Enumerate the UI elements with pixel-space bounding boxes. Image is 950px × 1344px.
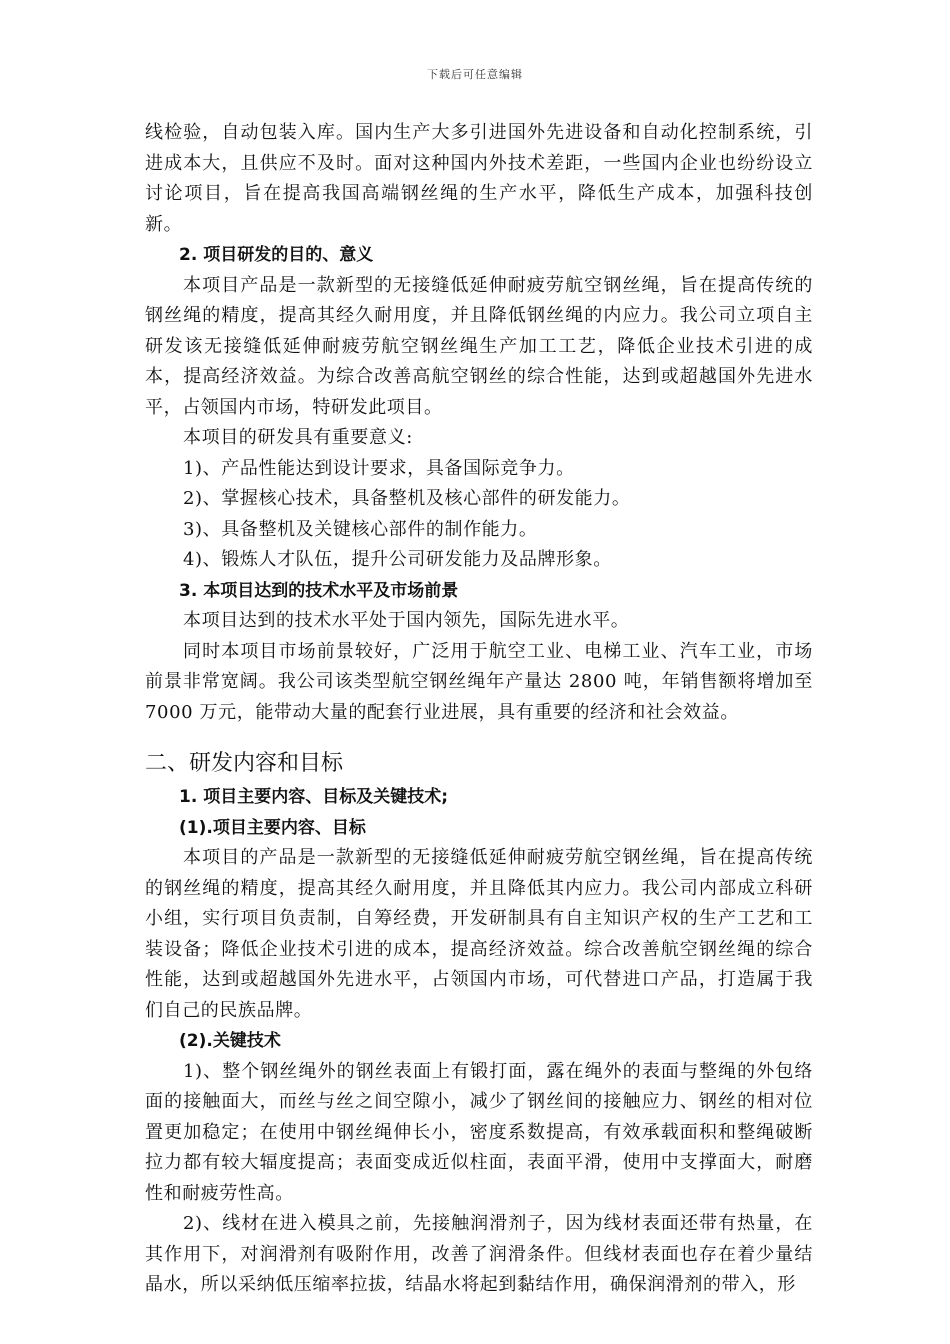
- tech-level-paragraph: 本项目达到的技术水平处于国内领先，国际先进水平。: [183, 610, 630, 631]
- list-item: 4)、锻炼人才队伍，提升公司研发能力及品牌形象。: [183, 549, 612, 570]
- key-tech-paragraph-2: 2)、线材在进入模具之前，先接触润滑剂子，因为线材表面还带有热量，在其作用下，对润滑剂有吸附作用，改善了润滑条件。但线材表面也存在着少量结晶水，所以采纳低压缩率拉拔，结晶水将起到黏结作用，确保润滑剂的带入，形: [145, 1213, 813, 1295]
- key-tech-paragraph-1: 1)、整个钢丝绳外的钢丝表面上有锻打面，露在绳外的表面与整绳的外包络面的接触面大，而丝与丝之间空隙小，减少了钢丝间的接触应力、钢丝的相对位置更加稳定；在使用中钢丝绳伸长小，密度系数提高，有效承载面积和整绳破断拉力都有较大辐度提高；表面变成近似柱面，表面平滑，使用中支撑面大，耐磨性和耐疲劳性高。: [145, 1060, 813, 1204]
- content-paragraph: 本项目的产品是一款新型的无接缝低延伸耐疲劳航空钢丝绳，旨在提高传统的钢丝绳的精度，提高其经久耐用度，并且降低其内应力。我公司内部成立科研小组，实行项目负责制，自筹经费，开发研制具有自主知识产权的生产工艺和工装设备；降低企业技术引进的成本，提高经济效益。综合改善航空钢丝绳的综合性能，达到或超越国外先进水平，占领国内市场，可代替进口产品，打造属于我们自己的民族品牌。: [145, 847, 813, 1021]
- document-body: [145, 118, 813, 1317]
- list-item: 2)、掌握核心技术，具备整机及核心部件的研发能力。: [183, 488, 631, 509]
- list-item: 1)、产品性能达到设计要求，具备国际竞争力。: [183, 457, 575, 479]
- heading-main-content: 1. 项目主要内容、目标及关键技术;: [179, 787, 449, 807]
- chapter-title: 二、研发内容和目标: [145, 751, 344, 776]
- list-item: 3)、具备整机及关键核心部件的制作能力。: [183, 518, 538, 540]
- market-paragraph: 同时本项目市场前景较好，广泛用于航空工业、电梯工业、汽车工业，市场前景非常宽阔。我公司该类型航空钢丝绳年产量达 2800 吨，年销售额将增加至 7000 万元，能带动大量的配套行业进展，具有重要的经济和社会效益。: [145, 640, 813, 723]
- heading-key-tech: (2).关键技术: [179, 1031, 281, 1051]
- purpose-paragraph: 本项目产品是一款新型的无接缝低延伸耐疲劳航空钢丝绳，旨在提高传统的钢丝绳的精度，提高其经久耐用度，并且降低钢丝绳的内应力。我公司立项自主研发该无接缝低延伸耐疲劳航空钢丝绳生产加工工艺，降低企业技术引进的成本，提高经济效益。为综合改善高航空钢丝的综合性能，达到或超越国外先进水平，占领国内市场，特研发此项目。: [145, 274, 813, 418]
- significance-intro: 本项目的研发具有重要意义:: [183, 427, 413, 448]
- heading-tech-level: 3. 本项目达到的技术水平及市场前景: [179, 580, 459, 601]
- heading-purpose: 2. 项目研发的目的、意义: [179, 245, 374, 265]
- intro-paragraph: 线检验，自动包装入库。国内生产大多引进国外先进设备和自动化控制系统，引进成本大，且供应不及时。面对这种国内外技术差距，一些国内企业也纷纷设立讨论项目，旨在提高我国高端钢丝绳的生产水平，降低生产成本，加强科技创新。: [145, 122, 813, 235]
- heading-content-goals: (1).项目主要内容、目标: [179, 817, 366, 838]
- header-note: 下载后可任意编辑: [427, 68, 523, 81]
